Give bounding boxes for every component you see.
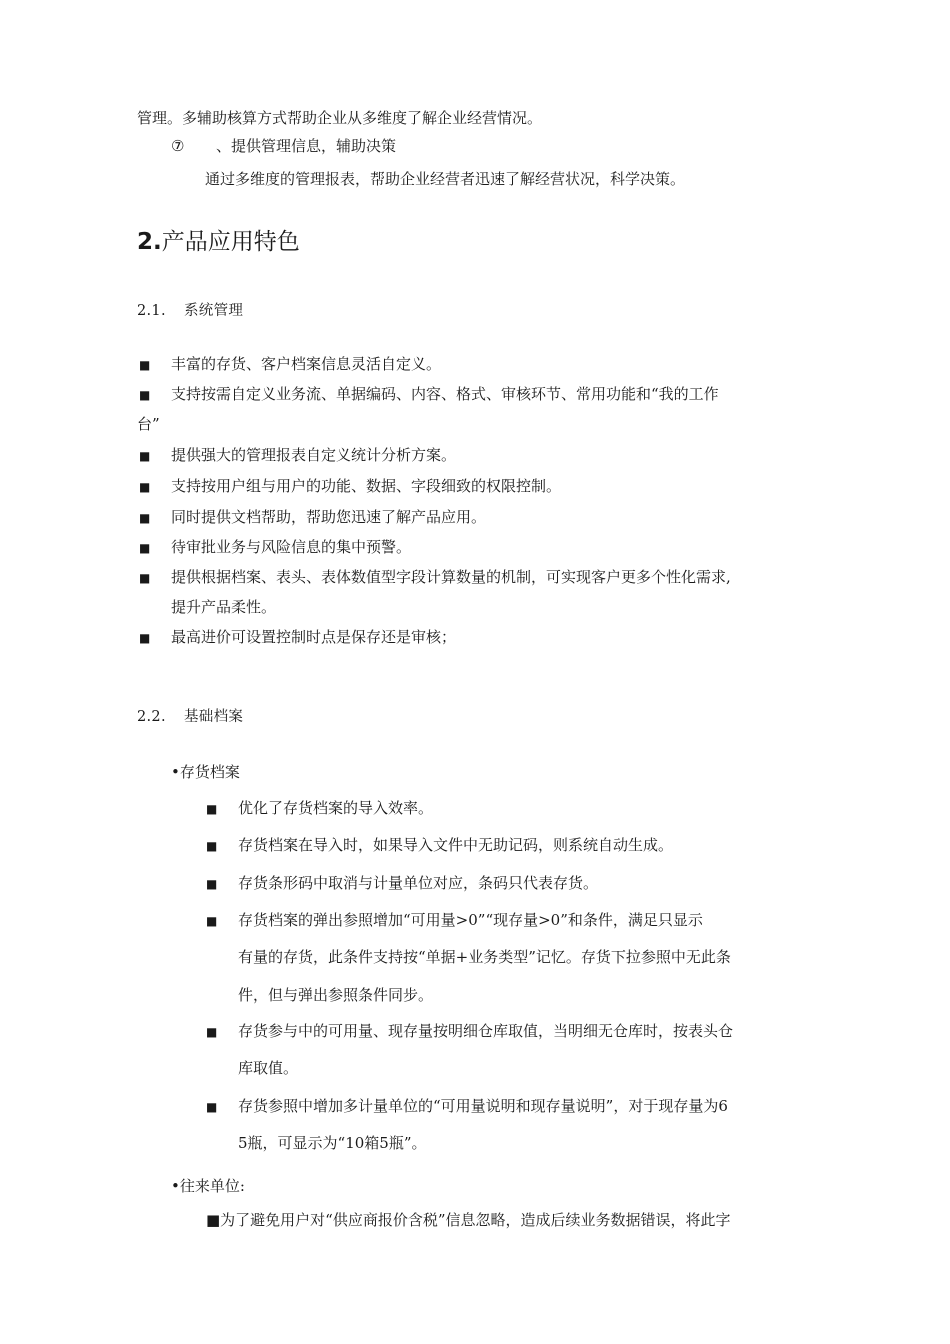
list-item: 存货档案的弹出参照增加“可用量>0”“现存量>0”和条件，满足只显示: [238, 911, 703, 929]
bullet-icon: ■: [139, 480, 151, 494]
list-item: 存货条形码中取消与计量单位对应，条码只代表存货。: [238, 874, 599, 892]
item7-description: 通过多维度的管理报表，帮助企业经营者迅速了解经营状况，科学决策。: [205, 170, 686, 188]
list-item-continuation: 台”: [137, 415, 160, 433]
list-item: 提供根据档案、表头、表体数值型字段计算数量的机制，可实现客户更多个性化需求,: [171, 568, 731, 586]
list-item: 存货档案在导入时，如果导入文件中无助记码，则系统自动生成。: [238, 836, 674, 854]
bullet-icon: ■: [206, 877, 218, 891]
list-item: 同时提供文档帮助，帮助您迅速了解产品应用。: [171, 508, 487, 526]
subsection-2-2-number: 2.2.: [137, 709, 166, 725]
list-item-continuation: 有量的存货，此条件支持按“单据+业务类型”记忆。存货下拉参照中无此条: [238, 948, 731, 966]
list-item: 优化了存货档案的导入效率。: [238, 799, 434, 817]
section-number: 2.: [137, 229, 162, 255]
subsection-2-1-title: 系统管理: [184, 303, 244, 319]
group-heading-partners: •往来单位:: [171, 1177, 245, 1195]
bullet-icon: ■: [139, 571, 151, 585]
list-item: 存货参与中的可用量、现存量按明细仓库取值，当明细无仓库时，按表头仓: [238, 1022, 734, 1040]
item7-marker: ⑦: [171, 137, 185, 155]
subsection-2-2-title: 基础档案: [184, 709, 244, 725]
list-item: 提供强大的管理报表自定义统计分析方案。: [171, 446, 457, 464]
bullet-icon: ■: [139, 511, 151, 525]
list-item-continuation: 5瓶，可显示为“10箱5瓶”。: [238, 1134, 427, 1152]
list-item-continuation: 提升产品柔性。: [171, 598, 277, 616]
bullet-icon: ■: [206, 839, 218, 853]
list-item-continuation: 件，但与弹出参照条件同步。: [238, 986, 434, 1004]
bullet-icon: ■: [206, 802, 218, 816]
bullet-icon: ■: [206, 1025, 218, 1039]
bullet-icon: ■: [206, 1100, 218, 1114]
list-item: ■为了避免用户对“供应商报价含税”信息忽略，造成后续业务数据错误，将此字: [206, 1211, 731, 1229]
list-item: 丰富的存货、客户档案信息灵活自定义。: [171, 355, 442, 373]
section-title: 产品应用特色: [161, 229, 300, 255]
bullet-icon: ■: [206, 914, 218, 928]
subsection-2-1-number: 2.1.: [137, 303, 166, 319]
intro-line: 管理。多辅助核算方式帮助企业从多维度了解企业经营情况。: [137, 109, 543, 127]
bullet-icon: ■: [139, 631, 151, 645]
bullet-icon: ■: [139, 449, 151, 463]
group-heading-inventory: •存货档案: [171, 763, 240, 781]
list-item: 待审批业务与风险信息的集中预警。: [171, 538, 412, 556]
section-heading: [137, 226, 300, 258]
bullet-icon: ■: [139, 358, 151, 372]
list-item: 存货参照中增加多计量单位的“可用量说明和现存量说明”，对于现存量为6: [238, 1097, 728, 1115]
bullet-icon: ■: [139, 388, 151, 402]
list-item-continuation: 库取值。: [238, 1059, 299, 1077]
list-item: 支持按用户组与用户的功能、数据、字段细致的权限控制。: [171, 477, 562, 495]
list-item: 支持按需自定义业务流、单据编码、内容、格式、审核环节、常用功能和“我的工作: [171, 385, 719, 403]
list-item: 最高进价可设置控制时点是保存还是审核；: [171, 628, 457, 646]
item7-heading: 、提供管理信息，辅助决策: [216, 137, 397, 155]
bullet-icon: ■: [139, 541, 151, 555]
